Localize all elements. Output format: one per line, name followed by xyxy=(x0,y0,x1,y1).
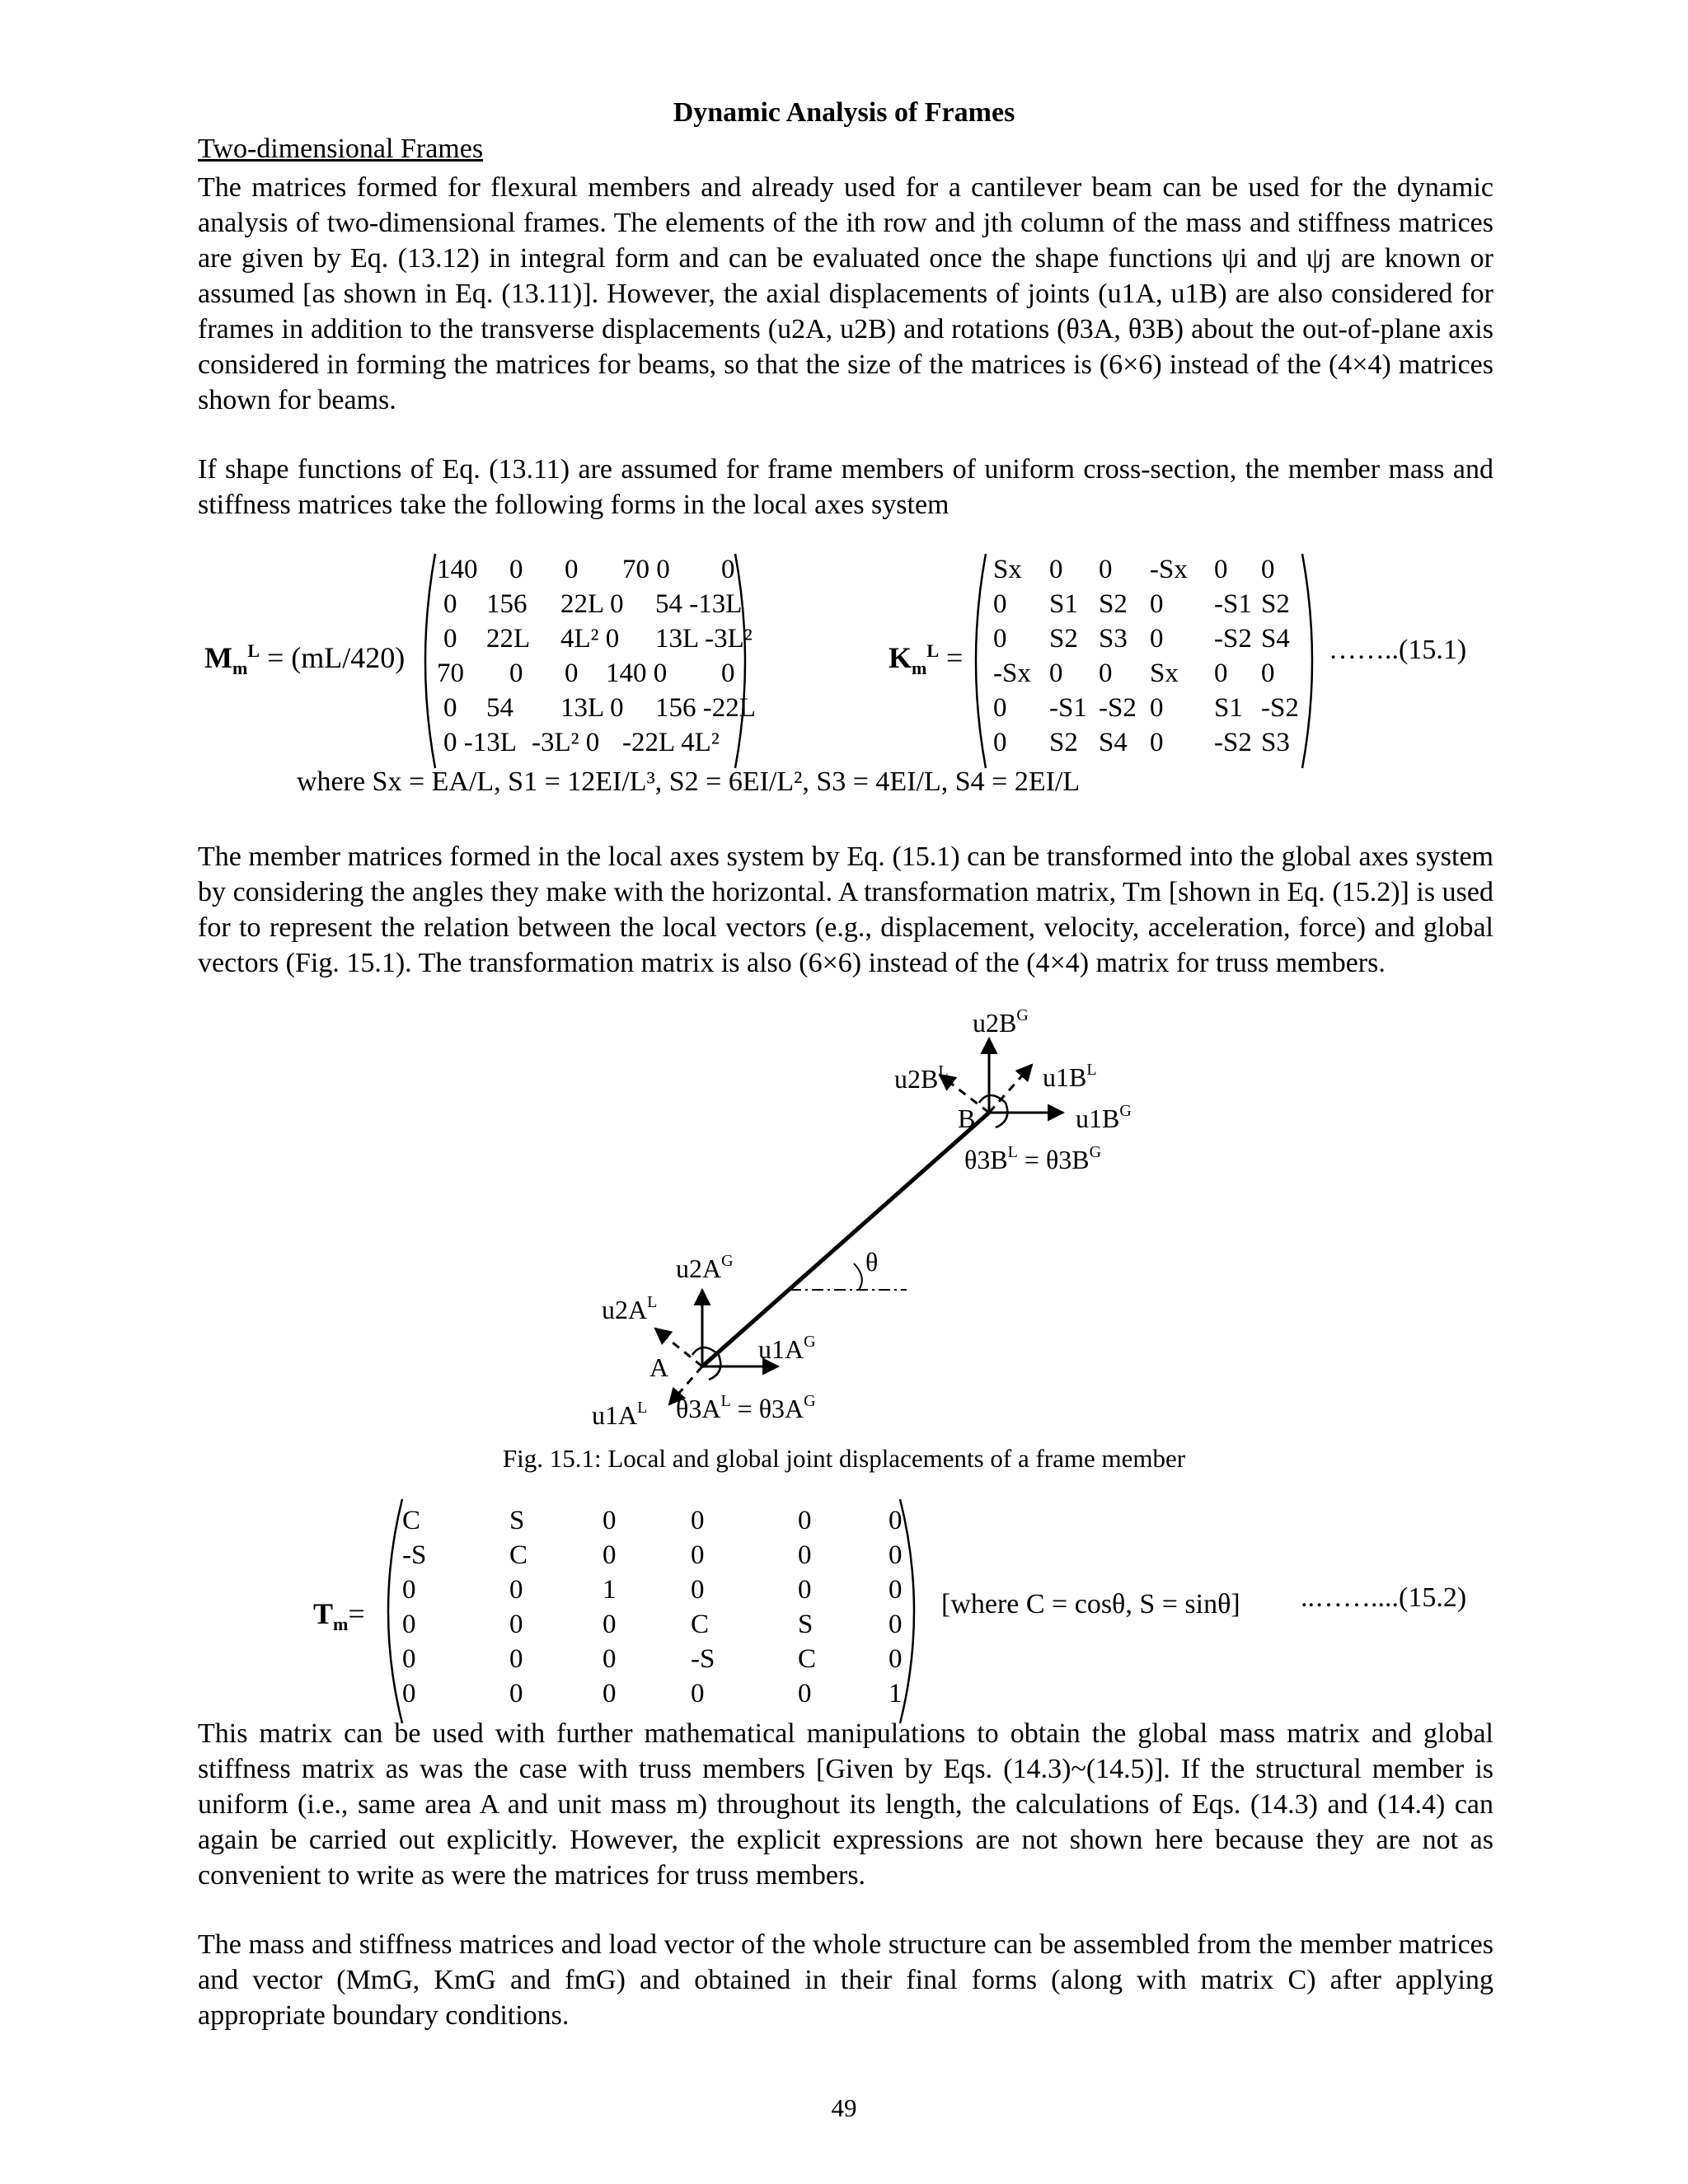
matrix-cell: S2 xyxy=(1049,728,1078,757)
matrix-cell: -3L² 0 xyxy=(532,728,600,757)
paragraph-5: The mass and stiffness matrices and load vector of the whole structure can be assembled from the member matrices and vector (MmG, KmG and fmG) and obtained in their final forms (along with matrix C) after applying appropriate boundary conditions. xyxy=(198,1929,1493,2031)
matrix-cell: 0 xyxy=(889,1506,903,1535)
matrix-cell: 70 xyxy=(437,658,464,688)
figure-15-1 xyxy=(577,1005,1170,1434)
label-u2B-L: $u2B^L$ xyxy=(894,1062,949,1094)
paragraph-3: The member matrices formed in the local axes system by Eq. (15.1) can be transformed into the global axes system by considering the angles they make with the horizontal. A transformation matrix, Tm [shown in Eq. (15.2)] is used for to represent the relation between the local vectors (e.g., displacement, velocity, acceleration, force) and global vectors (Fig. 15.1). The transformation matrix is also (6×6) instead of the (4×4) matrix for truss members. xyxy=(198,841,1493,978)
label-u1B-L: $u1B^L$ xyxy=(1043,1061,1097,1092)
transformation-note: [where C = cosθ, S = sinθ] xyxy=(941,1589,1240,1619)
matrix-cell: 0 xyxy=(1049,658,1063,688)
matrix-cell: 0 xyxy=(798,1506,812,1535)
figure-caption: Fig. 15.1: Local and global joint displacements of a frame member xyxy=(502,1444,1186,1473)
u1B-local-arrow xyxy=(989,1065,1032,1113)
matrix-cell: 22L xyxy=(486,624,531,654)
paragraph-2: If shape functions of Eq. (13.11) are assumed for frame members of uniform cross-section, the member mass and stiffness matrices take the following forms in the local axes system xyxy=(198,454,1493,520)
matrix-cell: 0 xyxy=(1214,555,1228,584)
matrix-cell: S2 xyxy=(1049,624,1078,654)
matrix-cell: -S2 xyxy=(1099,693,1137,723)
matrix-cell: 0 xyxy=(509,658,523,688)
matrix-cell: Sx xyxy=(993,555,1022,584)
matrix-cell: -S1 xyxy=(1214,589,1252,619)
matrix-cell: 0 xyxy=(509,1575,523,1605)
matrix-cell: 0 xyxy=(509,1679,523,1708)
matrix-cell: 0 xyxy=(509,555,523,584)
matrix-cell: -S2 xyxy=(1214,728,1252,757)
matrix-cell: -S xyxy=(691,1644,715,1674)
label-u2B-G: $u2B^G$ xyxy=(973,1006,1029,1038)
matrix-cell: S xyxy=(509,1506,525,1535)
equation-number-15-1: ……..(15.1) xyxy=(1329,635,1467,665)
page-title: Dynamic Analysis of Frames xyxy=(673,97,1015,128)
matrix-cell: 0 xyxy=(1099,658,1113,688)
matrix-cell: 0 xyxy=(1150,589,1164,619)
matrix-cell: 0 xyxy=(443,589,457,619)
matrix-cell: 0 xyxy=(721,658,735,688)
matrix-cell: -S xyxy=(402,1540,427,1570)
matrix-cell: 0 xyxy=(1099,555,1113,584)
matrix-cell: 156 xyxy=(486,589,528,619)
label-theta: θ xyxy=(865,1247,879,1277)
matrix-cell: 0 xyxy=(443,624,457,654)
matrix-cell: S4 xyxy=(1261,624,1290,654)
matrix-cell: 0 xyxy=(1261,555,1275,584)
matrix-cell: -Sx xyxy=(1150,555,1188,584)
matrix-cell: 0 xyxy=(798,1540,812,1570)
matrix-cell: 1 xyxy=(603,1575,617,1605)
matrix-cell: 0 xyxy=(889,1575,903,1605)
matrix-cell: 0 xyxy=(691,1540,705,1570)
matrix-cell: 0 xyxy=(1261,658,1275,688)
matrix-cell: -Sx xyxy=(993,658,1031,688)
label-joint-A: A xyxy=(649,1352,669,1382)
matrix-cell: S xyxy=(798,1610,814,1639)
matrix-cell: 156 -22L xyxy=(655,693,756,723)
transformation-matrix-label: $T_m=$ xyxy=(313,1597,365,1635)
label-joint-B: B xyxy=(958,1104,976,1133)
matrix-cell: 0 xyxy=(721,555,735,584)
matrix-cell: 1 xyxy=(889,1679,903,1708)
matrix-cell: S2 xyxy=(1099,589,1128,619)
theta-arc xyxy=(854,1263,862,1290)
matrix-cell: S2 xyxy=(1261,589,1290,619)
matrix-cell: 0 xyxy=(691,1506,705,1535)
matrix-cell: 140 xyxy=(437,555,478,584)
matrix-cell: C xyxy=(402,1506,421,1535)
matrix-cell: 0 xyxy=(402,1679,416,1708)
where-clause: where Sx = EA/L, S1 = 12EI/L³, S2 = 6EI/L², S3 = 4EI/L, S4 = 2EI/L xyxy=(297,766,1081,797)
matrix-cell: Sx xyxy=(1150,658,1179,688)
matrix-cell: 0 -13L xyxy=(443,728,517,757)
transformation-matrix-brackets xyxy=(371,1496,931,1727)
matrix-cell: 0 xyxy=(603,1644,617,1674)
matrix-cell: C xyxy=(509,1540,528,1570)
matrix-cell: -22L 4L² xyxy=(622,728,720,757)
matrix-cell: C xyxy=(691,1610,710,1639)
matrix-cell: 13L 0 xyxy=(560,693,624,723)
matrix-cell: 0 xyxy=(603,1506,617,1535)
matrix-cell: -S2 xyxy=(1214,624,1252,654)
matrix-cell: 0 xyxy=(993,624,1007,654)
matrix-cell: 0 xyxy=(565,555,579,584)
matrix-cell: 0 xyxy=(402,1610,416,1639)
matrix-cell: -S1 xyxy=(1049,693,1087,723)
matrix-cell: 0 xyxy=(603,1610,617,1639)
matrix-cell: 0 xyxy=(1150,693,1164,723)
matrix-cell: S1 xyxy=(1214,693,1243,723)
matrix-cell: 0 xyxy=(691,1575,705,1605)
matrix-cell: 0 xyxy=(691,1679,705,1708)
matrix-cell: 0 xyxy=(603,1540,617,1570)
matrix-cell: 13L -3L² xyxy=(655,624,753,654)
matrix-cell: 0 xyxy=(509,1610,523,1639)
label-u1B-G: $u1B^G$ xyxy=(1076,1102,1132,1133)
matrix-cell: -S2 xyxy=(1261,693,1299,723)
matrix-cell: 0 xyxy=(993,589,1007,619)
matrix-cell: 0 xyxy=(1214,658,1228,688)
matrix-cell: 22L 0 xyxy=(560,589,624,619)
matrix-cell: 4L² 0 xyxy=(560,624,620,654)
matrix-cell: 0 xyxy=(603,1679,617,1708)
label-u1A-L: $u1A^L$ xyxy=(592,1399,648,1430)
label-theta3B: $\theta 3B^L = \theta 3B^G$ xyxy=(964,1143,1102,1174)
matrix-cell: 70 0 xyxy=(622,555,670,584)
matrix-cell: 0 xyxy=(993,693,1007,723)
matrix-cell: 0 xyxy=(889,1540,903,1570)
paragraph-1: The matrices formed for flexural members and already used for a cantilever beam can be used for the dynamic analysis of two-dimensional frames. The elements of the ith row and jth column of the mass and stiffness matrices are given by Eq. (13.12) in integral form and can be evaluated once the shape functions ψi and ψj are known or assumed [as shown in Eq. (13.11)]. However, the axial displacements of joints (u1A, u1B) are also considered for frames in addition to the transverse displacements (u2A, u2B) and rotations (θ3A, θ3B) about the out-of-plane axis considered in forming the matrices for beams, so that the size of the matrices is (6×6) instead of the (4×4) matrices shown for beams. xyxy=(198,172,1493,415)
section-heading: Two-dimensional Frames xyxy=(198,134,484,164)
matrix-cell: 54 -13L xyxy=(655,589,743,619)
matrix-cell: 0 xyxy=(798,1679,812,1708)
stiffness-matrix-label: $K_m^L$ = xyxy=(889,640,964,679)
matrix-cell: 0 xyxy=(889,1610,903,1639)
frame-member-line xyxy=(702,1113,989,1366)
matrix-cell: 0 xyxy=(402,1644,416,1674)
matrix-cell: 0 xyxy=(1150,624,1164,654)
equation-number-15-2: ..……....(15.2) xyxy=(1301,1582,1467,1613)
matrix-cell: S3 xyxy=(1261,728,1290,757)
label-u2A-L: $u2A^L$ xyxy=(602,1293,658,1324)
matrix-cell: S1 xyxy=(1049,589,1078,619)
matrix-cell: 0 xyxy=(509,1644,523,1674)
label-theta3A: $\theta 3A^L = \theta 3A^G$ xyxy=(676,1392,816,1423)
matrix-cell: 0 xyxy=(798,1575,812,1605)
matrix-cell: 0 xyxy=(1049,555,1063,584)
matrix-cell: 54 xyxy=(486,693,513,723)
matrix-cell: 0 xyxy=(402,1575,416,1605)
page-number: 49 xyxy=(831,2093,857,2122)
matrix-cell: 0 xyxy=(443,693,457,723)
label-u1A-G: $u1A^G$ xyxy=(758,1333,816,1364)
label-u2A-G: $u2A^G$ xyxy=(676,1252,734,1283)
matrix-cell: 0 xyxy=(565,658,579,688)
matrix-cell: 140 0 xyxy=(606,658,668,688)
matrix-cell: 0 xyxy=(1150,728,1164,757)
matrix-cell: C xyxy=(798,1644,817,1674)
matrix-cell: S4 xyxy=(1099,728,1128,757)
paragraph-4: This matrix can be used with further mathematical manipulations to obtain the global mass matrix and global stiffness matrix as was the case with truss members [Given by Eqs. (14.3)~(14.5)]. If the structural member is uniform (i.e., same area A and unit mass m) throughout its length, the calculations of Eqs. (14.3) and (14.4) can again be carried out explicitly. However, the explicit expressions are not shown here because they are not as convenient to write as were the matrices for truss members. xyxy=(198,1718,1493,1891)
matrix-cell: 0 xyxy=(993,728,1007,757)
matrix-cell: S3 xyxy=(1099,624,1128,654)
mass-matrix-label: $M_m^L = (mL/420)$ xyxy=(204,640,406,679)
matrix-cell: 0 xyxy=(889,1644,903,1674)
